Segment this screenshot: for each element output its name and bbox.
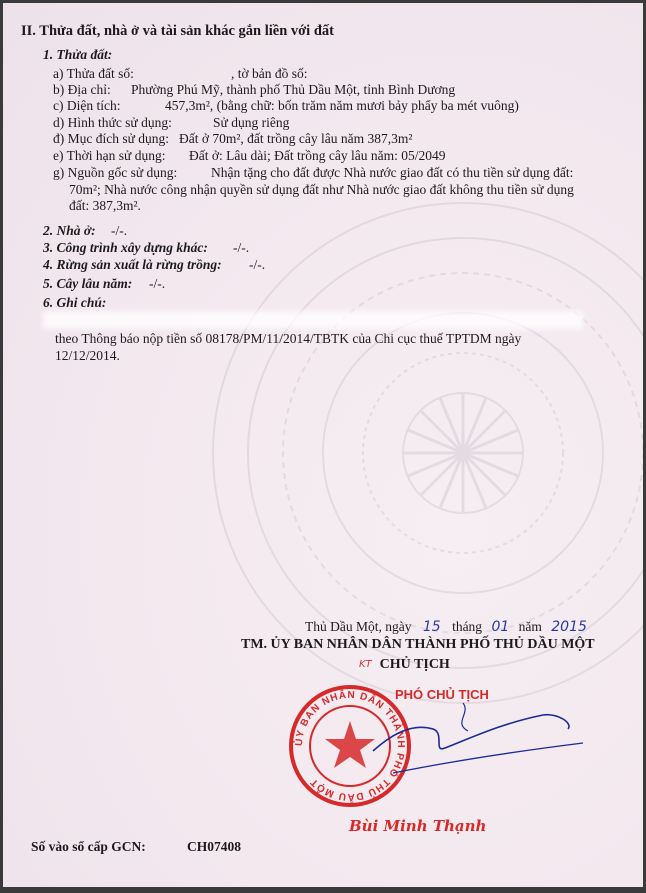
year-label: năm: [518, 619, 542, 634]
place-date-prefix: Thủ Dầu Một, ngày: [305, 619, 412, 634]
month-label: tháng: [452, 619, 483, 634]
registry-label: Số vào sổ cấp GCN:: [31, 839, 146, 854]
chairman-title: CHỦ TỊCH: [379, 657, 450, 672]
usage-term-label: e) Thời hạn sử dụng:: [53, 148, 166, 163]
redacted-area: [43, 311, 583, 329]
area-value: 457,3m², (bằng chữ: bốn trăm năm mươi bảy phẩy ba mét vuông): [165, 98, 519, 113]
usage-origin-line-3: đất: 387,3m².: [69, 198, 141, 213]
usage-term-value: Đất ở: Lâu dài; Đất trồng cây lâu năm: 05/2049: [189, 148, 446, 163]
forest-label: 4. Rừng sản xuất là rừng trồng:: [43, 257, 222, 272]
authority-title: TM. ỦY BAN NHÂN DÂN THÀNH PHỐ THỦ DẦU MỘT: [241, 637, 595, 652]
certificate-page: [3, 3, 643, 887]
drum-watermark: [203, 193, 643, 713]
date-month: 01: [491, 619, 510, 635]
handwritten-signature-icon: [353, 693, 603, 793]
signer-name: Bùi Minh Thạnh: [349, 817, 487, 835]
house-value: -/-.: [111, 223, 128, 238]
parcel-number-label: a) Thửa đất số:: [53, 66, 134, 81]
notes-label: 6. Ghi chú:: [43, 295, 107, 310]
construction-label: 3. Công trình xây dựng khác:: [43, 240, 208, 255]
usage-origin-line-1: Nhận tặng cho đất được Nhà nước giao đất có thu tiền sử dụng đất:: [211, 165, 574, 180]
title-line: [359, 655, 450, 673]
usage-form-value: Sử dụng riêng: [213, 115, 290, 130]
section-title: II. Thửa đất, nhà ở và tài sản khác gắn liền với đất: [21, 23, 334, 39]
construction-value: -/-.: [233, 240, 250, 255]
address-label: b) Địa chỉ:: [53, 82, 111, 97]
usage-form-label: d) Hình thức sử dụng:: [53, 115, 172, 130]
house-label: 2. Nhà ở:: [43, 223, 96, 238]
kt-mark: KT: [359, 658, 372, 670]
address-value: Phường Phú Mỹ, thành phố Thủ Dầu Một, tỉnh Bình Dương: [131, 82, 456, 97]
land-heading: 1. Thửa đất:: [43, 47, 113, 62]
area-label: c) Diện tích:: [53, 98, 121, 113]
usage-origin-label: g) Nguồn gốc sử dụng:: [53, 165, 178, 180]
usage-purpose-value: Đất ở 70m², đất trồng cây lâu năm 387,3m²: [179, 131, 413, 146]
place-date-line: [305, 619, 587, 635]
deputy-title-stamp: PHÓ CHỦ TỊCH: [395, 687, 489, 702]
date-day: 15: [422, 619, 441, 635]
notes-line-1: theo Thông báo nộp tiền số 08178/PM/11/2014/TBTK của Chi cục thuế TPTDM ngày: [55, 331, 522, 346]
notes-line-2: 12/12/2014.: [55, 348, 120, 363]
parcel-number-value: , tờ bản đồ số:: [231, 66, 308, 81]
date-year: 2015: [551, 619, 587, 635]
usage-purpose-label: đ) Mục đích sử dụng:: [53, 131, 170, 146]
forest-value: -/-.: [249, 257, 266, 272]
seal-text: ỦY BAN NHÂN DÂN THÀNH PHỐ THỦ DẦU MỘT: [293, 689, 407, 803]
perennial-label: 5. Cây lâu năm:: [43, 276, 133, 291]
registry-value: CH07408: [187, 839, 241, 854]
usage-origin-line-2: 70m²; Nhà nước công nhận quyền sử dụng đất như Nhà nước giao đất không thu tiền sử dụng: [69, 182, 574, 197]
perennial-value: -/-.: [149, 276, 166, 291]
